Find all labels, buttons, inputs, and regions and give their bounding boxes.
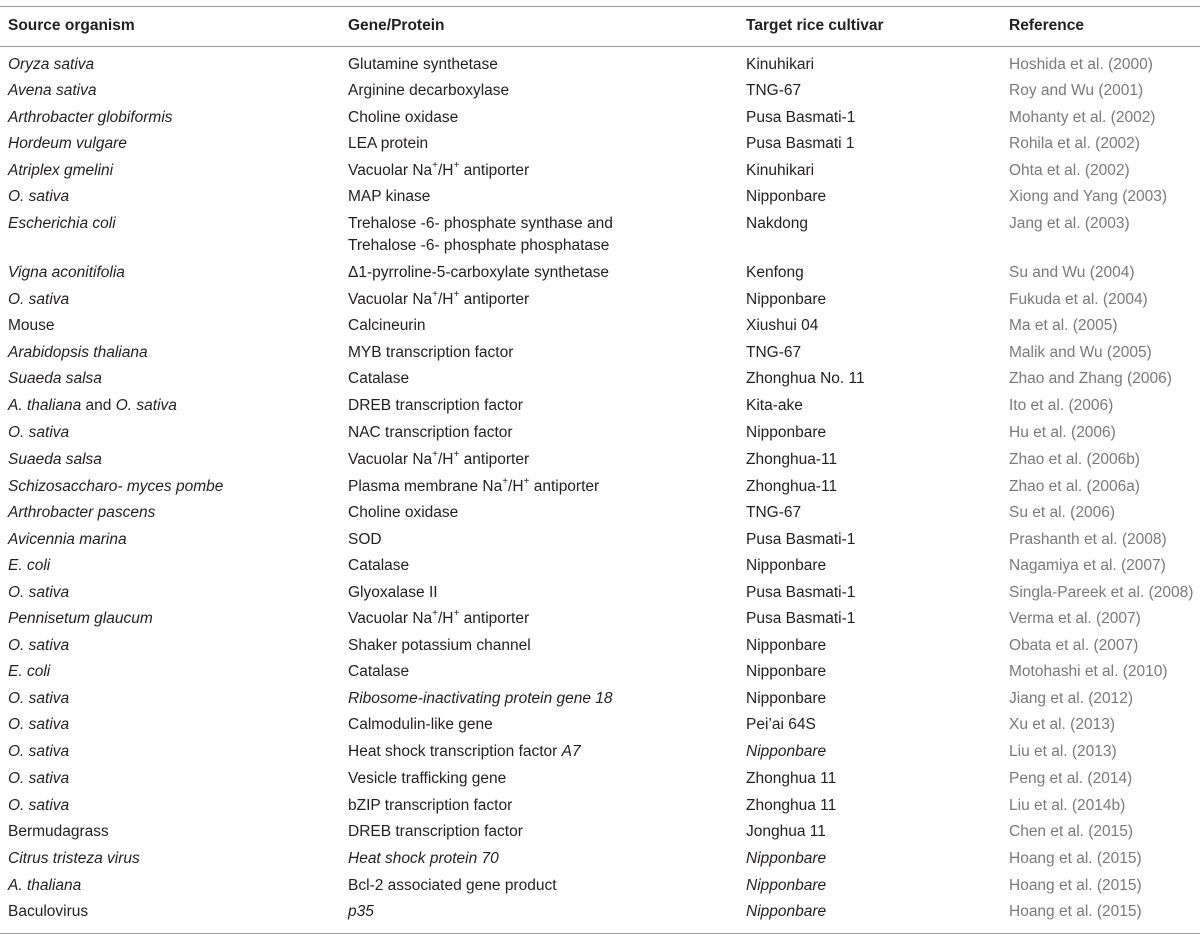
target-rice-cultivar-cell bbox=[746, 107, 1001, 129]
gene-protein-cell bbox=[348, 342, 733, 364]
gene-protein-cell bbox=[348, 422, 733, 444]
gene-protein-text: NAC transcription factor bbox=[348, 424, 513, 441]
cultivar-text: Pusa Basmati-1 bbox=[746, 584, 856, 601]
gene-protein-cell bbox=[348, 848, 733, 870]
reference-cell[interactable] bbox=[1009, 635, 1199, 657]
gene-protein-cell bbox=[348, 160, 733, 182]
gene-part: antiporter bbox=[529, 478, 600, 495]
gene-protein-cell bbox=[348, 608, 733, 630]
source-organism-cell bbox=[8, 80, 338, 102]
reference-link: Chen et al. (2015) bbox=[1009, 823, 1134, 840]
gene-protein-cell bbox=[348, 54, 733, 76]
gene-protein-cell bbox=[348, 502, 733, 524]
cultivar-text: Nipponbare bbox=[746, 291, 827, 308]
cultivar-text: Nipponbare bbox=[746, 663, 827, 680]
reference-cell[interactable] bbox=[1009, 449, 1199, 471]
gene-protein-text: Bcl-2 associated gene product bbox=[348, 877, 557, 894]
gene-part: Vacuolar Na bbox=[348, 610, 433, 627]
gene-protein-text: Glyoxalase II bbox=[348, 584, 438, 601]
source-organism-text: O. sativa bbox=[8, 424, 70, 441]
gene-protein-cell bbox=[348, 901, 733, 923]
superscript-plus: + bbox=[453, 159, 460, 171]
target-rice-cultivar-cell bbox=[746, 449, 1001, 471]
reference-link: Liu et al. (2014b) bbox=[1009, 797, 1126, 814]
source-organism-text: Baculovirus bbox=[8, 903, 89, 920]
reference-link: Prashanth et al. (2008) bbox=[1009, 531, 1167, 548]
gene-protein-text: MAP kinase bbox=[348, 188, 431, 205]
source-organism-cell bbox=[8, 848, 338, 870]
gene-protein-text: MYB transcription factor bbox=[348, 344, 514, 361]
gene-protein-text: Trehalose -6- phosphate synthase and bbox=[348, 215, 613, 232]
cultivar-text: Pei’ai 64S bbox=[746, 716, 816, 733]
target-rice-cultivar-cell bbox=[746, 342, 1001, 364]
gene-protein-text: Choline oxidase bbox=[348, 109, 459, 126]
gene-part: antiporter bbox=[459, 610, 530, 627]
cultivar-text: Kita-ake bbox=[746, 397, 803, 414]
cultivar-text: Zhonghua 11 bbox=[746, 797, 837, 814]
gene-part: Vacuolar Na bbox=[348, 291, 433, 308]
gene-protein-cell bbox=[348, 714, 733, 736]
gene-protein-text: p35 bbox=[348, 903, 374, 920]
source-organism-text: Pennisetum glaucum bbox=[8, 610, 153, 627]
source-organism-text: Schizosaccharo- myces pombe bbox=[8, 478, 224, 495]
source-organism-cell bbox=[8, 54, 338, 76]
gene-protein-text: Trehalose -6- phosphate phosphatase bbox=[348, 237, 610, 254]
target-rice-cultivar-cell bbox=[746, 688, 1001, 710]
cultivar-text: Nipponbare bbox=[746, 557, 827, 574]
reference-link: Xu et al. (2013) bbox=[1009, 716, 1115, 733]
gene-protein-cell bbox=[348, 476, 733, 498]
reference-cell[interactable] bbox=[1009, 54, 1199, 76]
reference-cell[interactable] bbox=[1009, 875, 1199, 897]
target-rice-cultivar-cell bbox=[746, 901, 1001, 923]
source-organism-text: Oryza sativa bbox=[8, 56, 95, 73]
gene-protein-cell bbox=[348, 795, 733, 817]
gene-protein-text: bZIP transcription factor bbox=[348, 797, 513, 814]
cultivar-text: Nipponbare bbox=[746, 424, 827, 441]
source-organism-text: E. coli bbox=[8, 663, 51, 680]
source-organism-text: Mouse bbox=[8, 317, 55, 334]
target-rice-cultivar-cell bbox=[746, 635, 1001, 657]
reference-link: Hu et al. (2006) bbox=[1009, 424, 1116, 441]
gene-part: A7 bbox=[561, 743, 581, 760]
reference-cell[interactable] bbox=[1009, 714, 1199, 736]
gene-protein-text: Catalase bbox=[348, 370, 410, 387]
reference-cell[interactable] bbox=[1009, 262, 1199, 284]
target-rice-cultivar-cell bbox=[746, 160, 1001, 182]
reference-link: Liu et al. (2013) bbox=[1009, 743, 1117, 760]
reference-link: Hoang et al. (2015) bbox=[1009, 903, 1142, 920]
reference-cell[interactable] bbox=[1009, 395, 1199, 417]
reference-cell[interactable] bbox=[1009, 107, 1199, 129]
target-rice-cultivar-cell bbox=[746, 555, 1001, 577]
source-organism-cell bbox=[8, 688, 338, 710]
table-header-rule bbox=[0, 46, 1200, 47]
gene-protein-cell bbox=[348, 635, 733, 657]
source-organism-cell bbox=[8, 795, 338, 817]
source-part: and bbox=[81, 397, 116, 414]
reference-link: Obata et al. (2007) bbox=[1009, 637, 1139, 654]
reference-link: Xiong and Yang (2003) bbox=[1009, 188, 1167, 205]
gene-protein-text: Vesicle trafficking gene bbox=[348, 770, 507, 787]
source-organism-text: Bermudagrass bbox=[8, 823, 109, 840]
gene-protein-text: DREB transcription factor bbox=[348, 823, 523, 840]
cultivar-text: Pusa Basmati-1 bbox=[746, 610, 856, 627]
gene-protein-text: LEA protein bbox=[348, 135, 429, 152]
source-organism-cell bbox=[8, 741, 338, 763]
reference-cell[interactable] bbox=[1009, 213, 1199, 235]
cultivar-text: Kinuhikari bbox=[746, 162, 815, 179]
reference-link: Malik and Wu (2005) bbox=[1009, 344, 1152, 361]
cultivar-text: Nipponbare bbox=[746, 743, 827, 760]
gene-part: antiporter bbox=[459, 162, 530, 179]
gene-protein-cell bbox=[348, 768, 733, 790]
gene-protein-cell bbox=[348, 449, 733, 471]
gene-protein-text: Calmodulin-like gene bbox=[348, 716, 493, 733]
gene-protein-text: Choline oxidase bbox=[348, 504, 459, 521]
reference-link: Zhao et al. (2006b) bbox=[1009, 451, 1140, 468]
reference-link: Fukuda et al. (2004) bbox=[1009, 291, 1148, 308]
gene-part: /H bbox=[438, 610, 454, 627]
reference-link: Roy and Wu (2001) bbox=[1009, 82, 1144, 99]
gene-part: Plasma membrane Na bbox=[348, 478, 503, 495]
reference-link: Rohila et al. (2002) bbox=[1009, 135, 1140, 152]
reference-cell[interactable] bbox=[1009, 342, 1199, 364]
superscript-plus: + bbox=[432, 607, 438, 619]
reference-cell[interactable] bbox=[1009, 289, 1199, 311]
cultivar-text: Kinuhikari bbox=[746, 56, 815, 73]
source-organism-cell bbox=[8, 768, 338, 790]
gene-protein-cell bbox=[348, 395, 733, 417]
source-organism-text: O. sativa bbox=[8, 797, 70, 814]
superscript-plus: + bbox=[502, 475, 509, 487]
source-organism-text: Suaeda salsa bbox=[8, 451, 102, 468]
target-rice-cultivar-cell bbox=[746, 608, 1001, 630]
target-rice-cultivar-cell bbox=[746, 476, 1001, 498]
gene-protein-cell bbox=[348, 368, 733, 390]
reference-cell[interactable] bbox=[1009, 661, 1199, 683]
source-organism-cell bbox=[8, 476, 338, 498]
reference-cell[interactable] bbox=[1009, 608, 1199, 630]
cultivar-text: TNG-67 bbox=[746, 344, 802, 361]
superscript-plus: + bbox=[453, 607, 460, 619]
gene-protein-cell bbox=[348, 289, 733, 311]
header-source-organism: Source organism bbox=[8, 17, 135, 34]
gene-protein-text: Δ1-pyrroline-5-carboxylate synthetase bbox=[348, 264, 610, 281]
reference-cell[interactable] bbox=[1009, 555, 1199, 577]
source-organism-cell bbox=[8, 529, 338, 551]
gene-protein-cell bbox=[348, 688, 733, 710]
gene-part: Vacuolar Na bbox=[348, 162, 433, 179]
source-organism-text: Hordeum vulgare bbox=[8, 135, 127, 152]
source-organism-text: A. thaliana bbox=[8, 877, 82, 894]
gene-part: antiporter bbox=[459, 291, 530, 308]
target-rice-cultivar-cell bbox=[746, 502, 1001, 524]
source-organism-text: Arthrobacter globiformis bbox=[8, 109, 173, 126]
target-rice-cultivar-cell bbox=[746, 186, 1001, 208]
gene-protein-cell bbox=[348, 661, 733, 683]
header-target-rice-cultivar: Target rice cultivar bbox=[746, 17, 884, 34]
reference-cell[interactable] bbox=[1009, 160, 1199, 182]
target-rice-cultivar-cell bbox=[746, 262, 1001, 284]
source-organism-cell bbox=[8, 262, 338, 284]
source-organism-cell bbox=[8, 714, 338, 736]
source-organism-cell bbox=[8, 395, 338, 417]
source-organism-cell bbox=[8, 875, 338, 897]
gene-protein-cell bbox=[348, 186, 733, 208]
gene-part: antiporter bbox=[459, 451, 530, 468]
gene-protein-cell bbox=[348, 213, 733, 235]
reference-cell[interactable] bbox=[1009, 315, 1199, 337]
gene-protein-text: Catalase bbox=[348, 557, 410, 574]
cultivar-text: Zhonghua 11 bbox=[746, 770, 837, 787]
source-organism-cell bbox=[8, 422, 338, 444]
source-organism-text: O. sativa bbox=[8, 637, 70, 654]
source-organism-cell bbox=[8, 107, 338, 129]
reference-cell[interactable] bbox=[1009, 529, 1199, 551]
source-organism-cell bbox=[8, 449, 338, 471]
reference-cell[interactable] bbox=[1009, 133, 1199, 155]
target-rice-cultivar-cell bbox=[746, 213, 1001, 235]
gene-protein-text: Arginine decarboxylase bbox=[348, 82, 510, 99]
cultivar-text: Kenfong bbox=[746, 264, 804, 281]
superscript-plus: + bbox=[432, 448, 438, 460]
gene-part: /H bbox=[438, 162, 454, 179]
reference-cell[interactable] bbox=[1009, 582, 1199, 604]
cultivar-text: Nipponbare bbox=[746, 690, 827, 707]
source-organism-cell bbox=[8, 901, 338, 923]
reference-link: Su et al. (2006) bbox=[1009, 504, 1115, 521]
cultivar-text: TNG-67 bbox=[746, 82, 802, 99]
source-organism-text: E. coli bbox=[8, 557, 51, 574]
source-organism-text: Suaeda salsa bbox=[8, 370, 102, 387]
cultivar-text: Nipponbare bbox=[746, 903, 827, 920]
target-rice-cultivar-cell bbox=[746, 54, 1001, 76]
source-organism-cell bbox=[8, 289, 338, 311]
gene-protein-cell bbox=[348, 741, 733, 763]
gene-protein-text: Heat shock protein 70 bbox=[348, 850, 499, 867]
source-organism-cell bbox=[8, 160, 338, 182]
reference-link: Ma et al. (2005) bbox=[1009, 317, 1118, 334]
gene-part: /H bbox=[438, 451, 454, 468]
source-organism-cell bbox=[8, 582, 338, 604]
table-bottom-rule bbox=[0, 933, 1200, 934]
reference-link: Ito et al. (2006) bbox=[1009, 397, 1114, 414]
reference-link: Zhao and Zhang (2006) bbox=[1009, 370, 1172, 387]
cultivar-text: TNG-67 bbox=[746, 504, 802, 521]
source-organism-text: O. sativa bbox=[8, 291, 70, 308]
gene-protein-cell-line2 bbox=[348, 235, 733, 257]
cultivar-text: Nipponbare bbox=[746, 188, 827, 205]
source-organism-cell bbox=[8, 661, 338, 683]
source-organism-text: Atriplex gmelini bbox=[8, 162, 114, 179]
reference-cell[interactable] bbox=[1009, 422, 1199, 444]
source-organism-text: O. sativa bbox=[8, 584, 70, 601]
source-organism-cell bbox=[8, 635, 338, 657]
source-organism-cell bbox=[8, 821, 338, 843]
header-gene-protein: Gene/Protein bbox=[348, 17, 445, 34]
target-rice-cultivar-cell bbox=[746, 821, 1001, 843]
cultivar-text: Zhonghua No. 11 bbox=[746, 370, 865, 387]
superscript-plus: + bbox=[453, 288, 460, 300]
gene-protein-text: Calcineurin bbox=[348, 317, 426, 334]
cultivar-text: Zhonghua-11 bbox=[746, 478, 838, 495]
cultivar-text: Pusa Basmati-1 bbox=[746, 531, 856, 548]
gene-protein-cell bbox=[348, 315, 733, 337]
source-organism-text: Citrus tristeza virus bbox=[8, 850, 140, 867]
source-organism-cell bbox=[8, 502, 338, 524]
gene-protein-cell bbox=[348, 582, 733, 604]
cultivar-text: Nipponbare bbox=[746, 877, 827, 894]
reference-link: Verma et al. (2007) bbox=[1009, 610, 1141, 627]
target-rice-cultivar-cell bbox=[746, 582, 1001, 604]
target-rice-cultivar-cell bbox=[746, 714, 1001, 736]
reference-cell[interactable] bbox=[1009, 821, 1199, 843]
reference-link: Jang et al. (2003) bbox=[1009, 215, 1130, 232]
target-rice-cultivar-cell bbox=[746, 422, 1001, 444]
superscript-plus: + bbox=[453, 448, 460, 460]
gene-protein-text: Catalase bbox=[348, 663, 410, 680]
cultivar-text: Jonghua 11 bbox=[746, 823, 826, 840]
reference-cell[interactable] bbox=[1009, 186, 1199, 208]
cultivar-text: Nakdong bbox=[746, 215, 809, 232]
target-rice-cultivar-cell bbox=[746, 848, 1001, 870]
target-rice-cultivar-cell bbox=[746, 875, 1001, 897]
reference-cell[interactable] bbox=[1009, 476, 1199, 498]
source-organism-text: Avicennia marina bbox=[8, 531, 127, 548]
reference-cell[interactable] bbox=[1009, 688, 1199, 710]
gene-protein-text: Shaker potassium channel bbox=[348, 637, 531, 654]
reference-cell[interactable] bbox=[1009, 368, 1199, 390]
gene-protein-cell bbox=[348, 555, 733, 577]
source-part: A. thaliana bbox=[8, 397, 82, 414]
cultivar-text: Pusa Basmati-1 bbox=[746, 109, 856, 126]
source-organism-text: O. sativa bbox=[8, 716, 70, 733]
target-rice-cultivar-cell bbox=[746, 395, 1001, 417]
gene-protein-cell bbox=[348, 133, 733, 155]
target-rice-cultivar-cell bbox=[746, 795, 1001, 817]
reference-cell[interactable] bbox=[1009, 848, 1199, 870]
superscript-plus: + bbox=[432, 159, 438, 171]
source-organism-text: Avena sativa bbox=[8, 82, 97, 99]
reference-link: Peng et al. (2014) bbox=[1009, 770, 1133, 787]
source-organism-text: O. sativa bbox=[8, 690, 70, 707]
gene-protein-cell bbox=[348, 529, 733, 551]
cultivar-text: Xiushui 04 bbox=[746, 317, 819, 334]
cultivar-text: Nipponbare bbox=[746, 850, 827, 867]
source-organism-cell bbox=[8, 368, 338, 390]
target-rice-cultivar-cell bbox=[746, 529, 1001, 551]
target-rice-cultivar-cell bbox=[746, 133, 1001, 155]
reference-link: Zhao et al. (2006a) bbox=[1009, 478, 1140, 495]
target-rice-cultivar-cell bbox=[746, 661, 1001, 683]
cultivar-text: Nipponbare bbox=[746, 637, 827, 654]
gene-protein-cell bbox=[348, 107, 733, 129]
source-organism-text: Vigna aconitifolia bbox=[8, 264, 125, 281]
target-rice-cultivar-cell bbox=[746, 315, 1001, 337]
reference-cell[interactable] bbox=[1009, 741, 1199, 763]
gene-protein-cell bbox=[348, 821, 733, 843]
cultivar-text: Zhonghua-11 bbox=[746, 451, 838, 468]
reference-link: Hoang et al. (2015) bbox=[1009, 850, 1142, 867]
reference-cell[interactable] bbox=[1009, 502, 1199, 524]
gene-part: Vacuolar Na bbox=[348, 451, 433, 468]
reference-link: Singla-Pareek et al. (2008) bbox=[1009, 584, 1194, 601]
reference-cell[interactable] bbox=[1009, 768, 1199, 790]
gene-protein-cell bbox=[348, 80, 733, 102]
reference-link: Hoshida et al. (2000) bbox=[1009, 56, 1153, 73]
reference-cell[interactable] bbox=[1009, 901, 1199, 923]
gene-protein-cell bbox=[348, 262, 733, 284]
source-organism-text: O. sativa bbox=[8, 770, 70, 787]
source-part: O. sativa bbox=[115, 397, 177, 414]
table-header bbox=[0, 10, 1200, 44]
reference-link: Hoang et al. (2015) bbox=[1009, 877, 1142, 894]
reference-cell[interactable] bbox=[1009, 80, 1199, 102]
gene-part: /H bbox=[438, 291, 454, 308]
table-top-rule bbox=[0, 6, 1200, 7]
source-organism-cell bbox=[8, 342, 338, 364]
superscript-plus: + bbox=[432, 288, 438, 300]
target-rice-cultivar-cell bbox=[746, 368, 1001, 390]
gene-part: Heat shock transcription factor bbox=[348, 743, 562, 760]
source-organism-text: Escherichia coli bbox=[8, 215, 116, 232]
reference-link: Jiang et al. (2012) bbox=[1009, 690, 1134, 707]
source-organism-cell bbox=[8, 133, 338, 155]
cultivar-text: Pusa Basmati 1 bbox=[746, 135, 855, 152]
source-organism-cell bbox=[8, 315, 338, 337]
header-reference: Reference bbox=[1009, 17, 1084, 34]
gene-protein-text: Ribosome-inactivating protein gene 18 bbox=[348, 690, 613, 707]
reference-link: Motohashi et al. (2010) bbox=[1009, 663, 1168, 680]
gene-protein-cell bbox=[348, 875, 733, 897]
gene-protein-text: SOD bbox=[348, 531, 382, 548]
source-organism-text: O. sativa bbox=[8, 743, 70, 760]
target-rice-cultivar-cell bbox=[746, 768, 1001, 790]
reference-link: Mohanty et al. (2002) bbox=[1009, 109, 1156, 126]
source-organism-cell bbox=[8, 608, 338, 630]
source-organism-cell bbox=[8, 555, 338, 577]
source-organism-cell bbox=[8, 186, 338, 208]
target-rice-cultivar-cell bbox=[746, 80, 1001, 102]
reference-cell[interactable] bbox=[1009, 795, 1199, 817]
source-organism-text: O. sativa bbox=[8, 188, 70, 205]
reference-link: Nagamiya et al. (2007) bbox=[1009, 557, 1166, 574]
source-organism-cell bbox=[8, 213, 338, 235]
source-organism-text: Arabidopsis thaliana bbox=[8, 344, 148, 361]
gene-part: /H bbox=[508, 478, 524, 495]
superscript-plus: + bbox=[523, 475, 530, 487]
gene-protein-text: Glutamine synthetase bbox=[348, 56, 498, 73]
reference-link: Su and Wu (2004) bbox=[1009, 264, 1135, 281]
source-organism-text: Arthrobacter pascens bbox=[8, 504, 156, 521]
target-rice-cultivar-cell bbox=[746, 289, 1001, 311]
target-rice-cultivar-cell bbox=[746, 741, 1001, 763]
reference-link: Ohta et al. (2002) bbox=[1009, 162, 1130, 179]
gene-protein-text: DREB transcription factor bbox=[348, 397, 523, 414]
